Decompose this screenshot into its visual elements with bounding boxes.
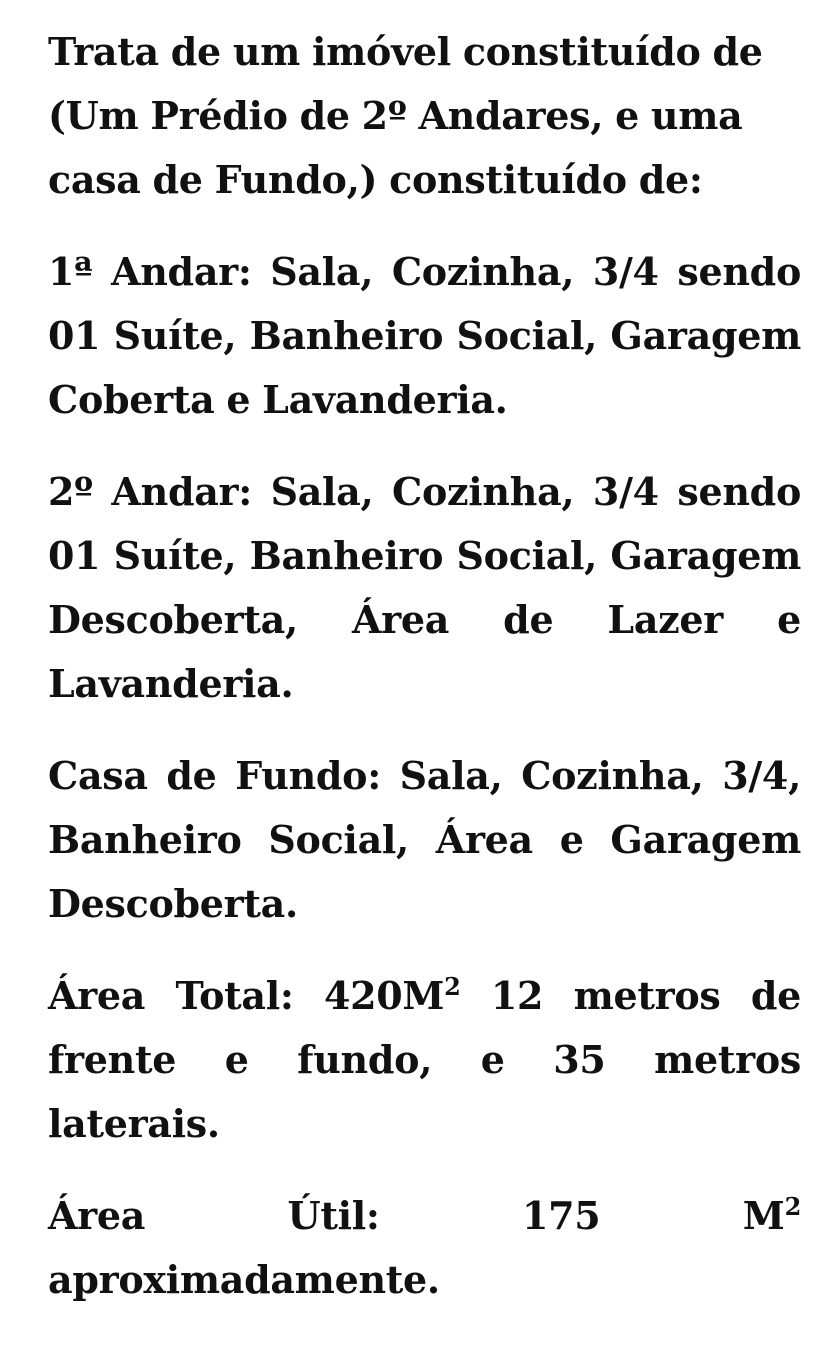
total-area-prefix: Área Total: 420M	[48, 973, 445, 1018]
total-area-superscript: 2	[444, 972, 461, 1001]
first-floor-paragraph: 1ª Andar: Sala, Cozinha, 3/4 sendo 01 Suíte, Banheiro Social, Garagem Coberta e Lavanderia.	[48, 249, 801, 422]
useful-area-row	[48, 1184, 801, 1248]
intro-paragraph: Trata de um imóvel constituído de (Um Prédio de 2º Andares, e uma casa de Fundo,) constituído de:	[48, 29, 763, 202]
useful-area-unit-group	[743, 1184, 801, 1248]
useful-area-superscript: 2	[784, 1192, 801, 1221]
useful-area-label-1: Área	[48, 1193, 146, 1238]
useful-area-label-2: Útil:	[287, 1193, 380, 1238]
total-area-suffix: 12 metros de frente e fundo, e 35 metros laterais.	[48, 973, 801, 1146]
total-area-paragraph	[48, 964, 801, 1156]
useful-area-unit: M	[742, 1193, 785, 1238]
second-floor-paragraph: 2º Andar: Sala, Cozinha, 3/4 sendo 01 Suíte, Banheiro Social, Garagem Descoberta, Área de Lazer e Lavanderia.	[48, 469, 801, 706]
back-house-paragraph: Casa de Fundo: Sala, Cozinha, 3/4, Banheiro Social, Área e Garagem Descoberta.	[48, 753, 801, 926]
useful-area-value: 175	[521, 1193, 601, 1238]
useful-area-paragraph	[48, 1184, 801, 1312]
useful-area-suffix: aproximadamente.	[48, 1257, 440, 1302]
